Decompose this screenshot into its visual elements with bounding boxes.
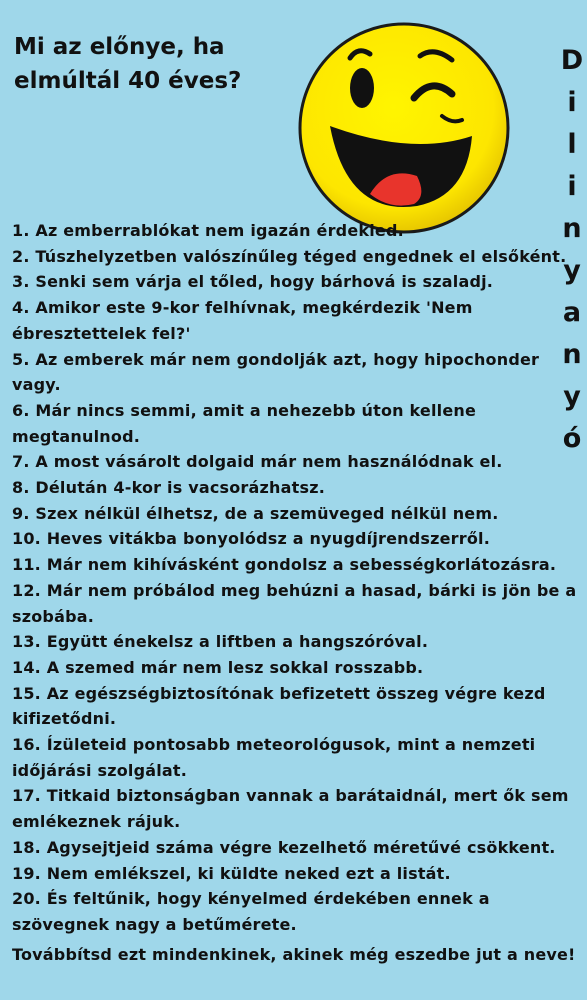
side-letter: y [563,255,581,286]
list-item: 8. Délután 4-kor is vacsorázhatsz. [12,478,325,498]
side-letter: ó [562,423,582,454]
list-item: 4. Amikor este 9-kor felhívnak, megkérdezik 'Nem ébresztettelek fel?' [12,298,473,343]
list-item: 6. Már nincs semmi, amit a nehezebb úton kellene megtanulnod. [12,400,477,446]
title-line-1: Mi az előnye, ha [14,34,225,60]
list-item: 10. Heves vitákba bonyolódsz a nyugdíjrendszerről. [12,529,491,549]
list-item: 11. Már nem kihívásként gondolsz a sebességkorlátozásra. [12,555,557,575]
side-letter: D [560,45,584,76]
side-letter: l [567,129,577,160]
list-item: 2. Túszhelyzetben valószínűleg téged engednek el elsőként. [12,246,567,266]
list-item: 12. Már nem próbálod meg behúzni a hasad, bárki is jön be a szobába. [12,580,577,626]
list-item: 18. Agysejtjeid száma végre kezelhető méretűvé csökkent. [12,837,556,857]
list-item: 19. Nem emlékszel, ki küldte neked ezt a listát. [12,863,451,883]
left-eye [350,68,374,108]
list-item: 13. Együtt énekelsz a liftben a hangszóróval. [12,632,429,652]
side-letter: n [562,339,582,370]
list-item: 14. A szemed már nem lesz sokkal rosszabb. [12,657,424,677]
list-item: 15. Az egészségbiztosítónak befizetett összeg végre kezd kifizetődni. [12,683,546,729]
list-item: 1. Az emberrablókat nem igazán érdekled. [12,221,404,240]
page-title [14,30,314,98]
list-item: 5. Az emberek már nem gondolják azt, hogy hipochonder vagy. [12,349,540,395]
side-letter: y [563,381,581,412]
side-letter: a [562,297,582,328]
list-item: 17. Titkaid biztonságban vannak a barátaidnál, mert ők sem emlékeznek rájuk. [12,786,569,832]
side-letter: i [567,87,577,118]
list-item: 16. Ízületeid pontosabb meteorológusok, mint a nemzeti időjárási szolgálat. [12,735,536,780]
side-letter: n [562,213,582,244]
list-item: 7. A most vásárolt dolgaid már nem használódnak el. [12,452,503,472]
winking-smiley-icon [292,16,517,241]
title-line-2: elmúltál 40 éves? [14,68,242,94]
side-letter: i [567,171,577,202]
list-item: 3. Senki sem várja el tőled, hogy bárhová is szaladj. [12,272,494,292]
benefits-list [12,218,582,938]
list-item: 20. És feltűnik, hogy kényelmed érdekében ennek a szövegnek nagy a betűmérete. [12,889,490,934]
footer-text: Továbbítsd ezt mindenkinek, akinek még eszedbe jut a neve! [12,945,576,964]
list-item: 9. Szex nélkül élhetsz, de a szemüveged nélkül nem. [12,503,499,523]
